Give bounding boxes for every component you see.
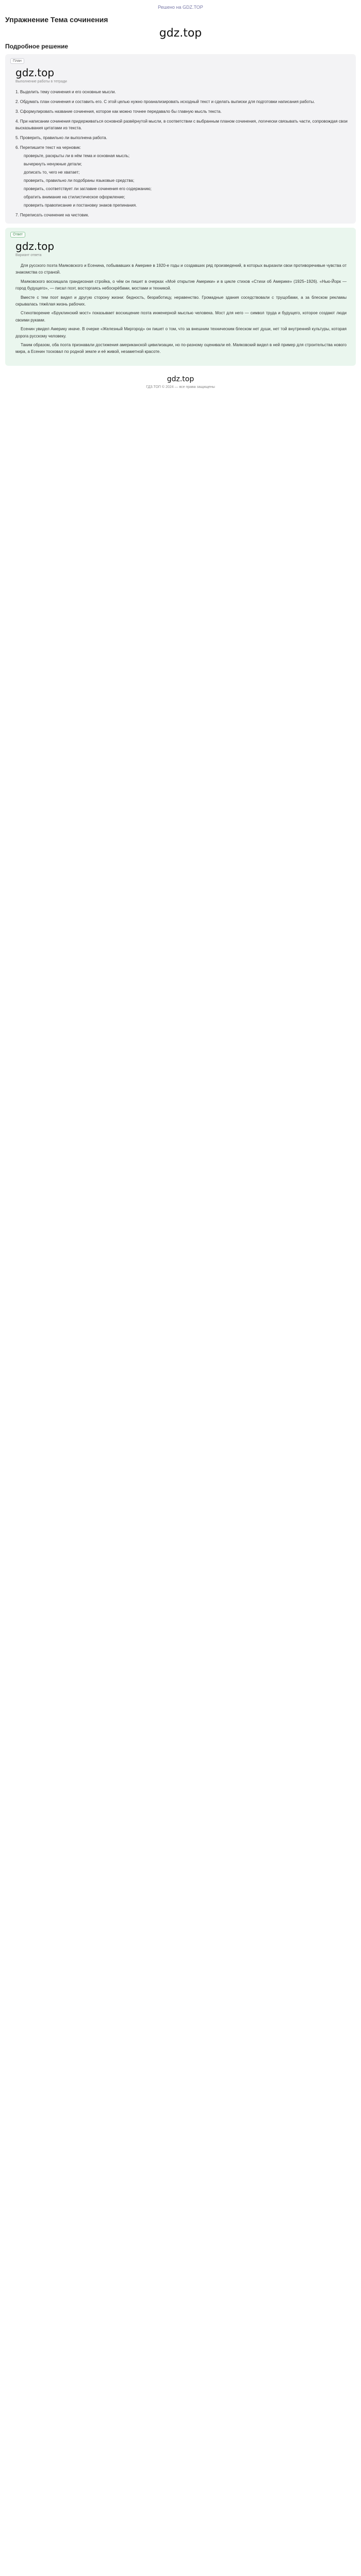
plan-subitem: проверить, правильно ли подобраны языковые средства; — [24, 178, 135, 183]
essay-paragraph: Для русского поэта Маяковского и Есенина, побывавших в Америке в 1920-е годы и создавших ряд произведений, в которых выразили свои противоречивые чувства от знакомства со страной. — [15, 263, 347, 275]
footer-watermark: gdz.top — [167, 375, 194, 383]
section-subtitle: Подробное решение — [5, 43, 69, 50]
watermark-logo: gdz.top — [15, 240, 55, 252]
watermark-logo: gdz.top — [15, 66, 55, 79]
plan-tag: План — [10, 58, 24, 64]
answer-tag: Ответ — [10, 232, 25, 238]
top-bar — [0, 0, 361, 11]
essay-card — [5, 228, 356, 366]
plan-card — [5, 54, 356, 224]
plan-step: 4. При написании сочинения придерживаться основной развёрнутой мысли, в соответствии с выбранным планом сочинения, логически связывать части, сопровождая свои высказывания цитатами из текста. — [15, 119, 348, 130]
plan-subitem: обратить внимание на стилистическое оформление; — [24, 195, 125, 199]
plan-step: 2. Обдумать план сочинения и составить его. С этой целью нужно проанализировать исходный текст и сделать выписки для подготовки написания работы. — [15, 99, 315, 104]
plan-subitem: проверьте, раскрыты ли в нём тема и основная мысль; — [24, 154, 130, 158]
plan-subitem: вычеркнуть ненужные детали; — [24, 162, 82, 166]
essay-paragraph: Есенин увидел Америку иначе. В очерке «Железный Миргород» он пишет о том, что за внешним техническим блеском нет души, нет той внутренней культуры, которая дорога русскому человеку. — [15, 327, 347, 338]
plan-subitem: проверить правописание и постановку знаков препинания. — [24, 203, 137, 208]
essay-caption: Вариант ответа — [15, 253, 42, 257]
plan-step: 7. Переписать сочинение на чистовик. — [15, 213, 89, 217]
plan-step: 3. Сформулировать название сочинения, которое как можно точнее передавало бы главную мысль текста. — [15, 109, 222, 114]
plan-sublist — [24, 152, 350, 209]
plan-subitem: дописать то, чего не хватает; — [24, 170, 80, 175]
essay-paragraph: Стихотворение «Бруклинский мост» показывает восхищение поэта инженерной мыслью человека. Мост для него — символ труда и будущего, которое создают люди своими руками. — [15, 311, 347, 323]
footer-copyright: ГДЗ.ТОП © 2024 — все права защищены — [146, 385, 215, 389]
plan-caption: Выполнение работы в тетради — [15, 80, 67, 83]
plan-step: 1. Выделить тему сочинения и его основные мысли. — [15, 90, 116, 94]
essay-paragraph: Таким образом, оба поэта признавали достижения американской цивилизации, но по-разному оценивали её. Маяковский видел в ней пример для строительства нового мира, а Есенин тосковал по родной земле и её живой, незаметной красоте. — [15, 343, 347, 354]
plan-step: 5. Проверить, правильно ли выполнена работа. — [15, 135, 107, 140]
plan-steps — [5, 83, 356, 224]
essay-paragraph: Вместе с тем поэт видел и другую сторону жизни: бедность, безработицу, неравенство. Громадные здания соседствовали с трущобами, а за блеском рекламы скрывалась тяжёлая жизнь рабочих. — [15, 295, 347, 307]
plan-step: 6. Перепишите текст на черновик: — [15, 145, 81, 150]
page-title: Упражнение Тема сочинения — [5, 15, 108, 24]
watermark-logo: gdz.top — [159, 27, 202, 40]
plan-subitem: проверить, соответствует ли заглавие сочинения его содержанию; — [24, 187, 152, 191]
essay-paragraph: Маяковского восхищала грандиозная стройка, о чём он пишет в очерках «Моё открытие Америки» и в цикле стихов «Стихи об Америке» (1925–1926). «Нью-Йорк — город будущего», — писал поэт, восторгаясь небоскрёбами, мостами и техникой. — [15, 279, 347, 291]
source-link[interactable]: Решено на GDZ.TOP — [158, 5, 203, 10]
essay-body — [5, 257, 356, 366]
